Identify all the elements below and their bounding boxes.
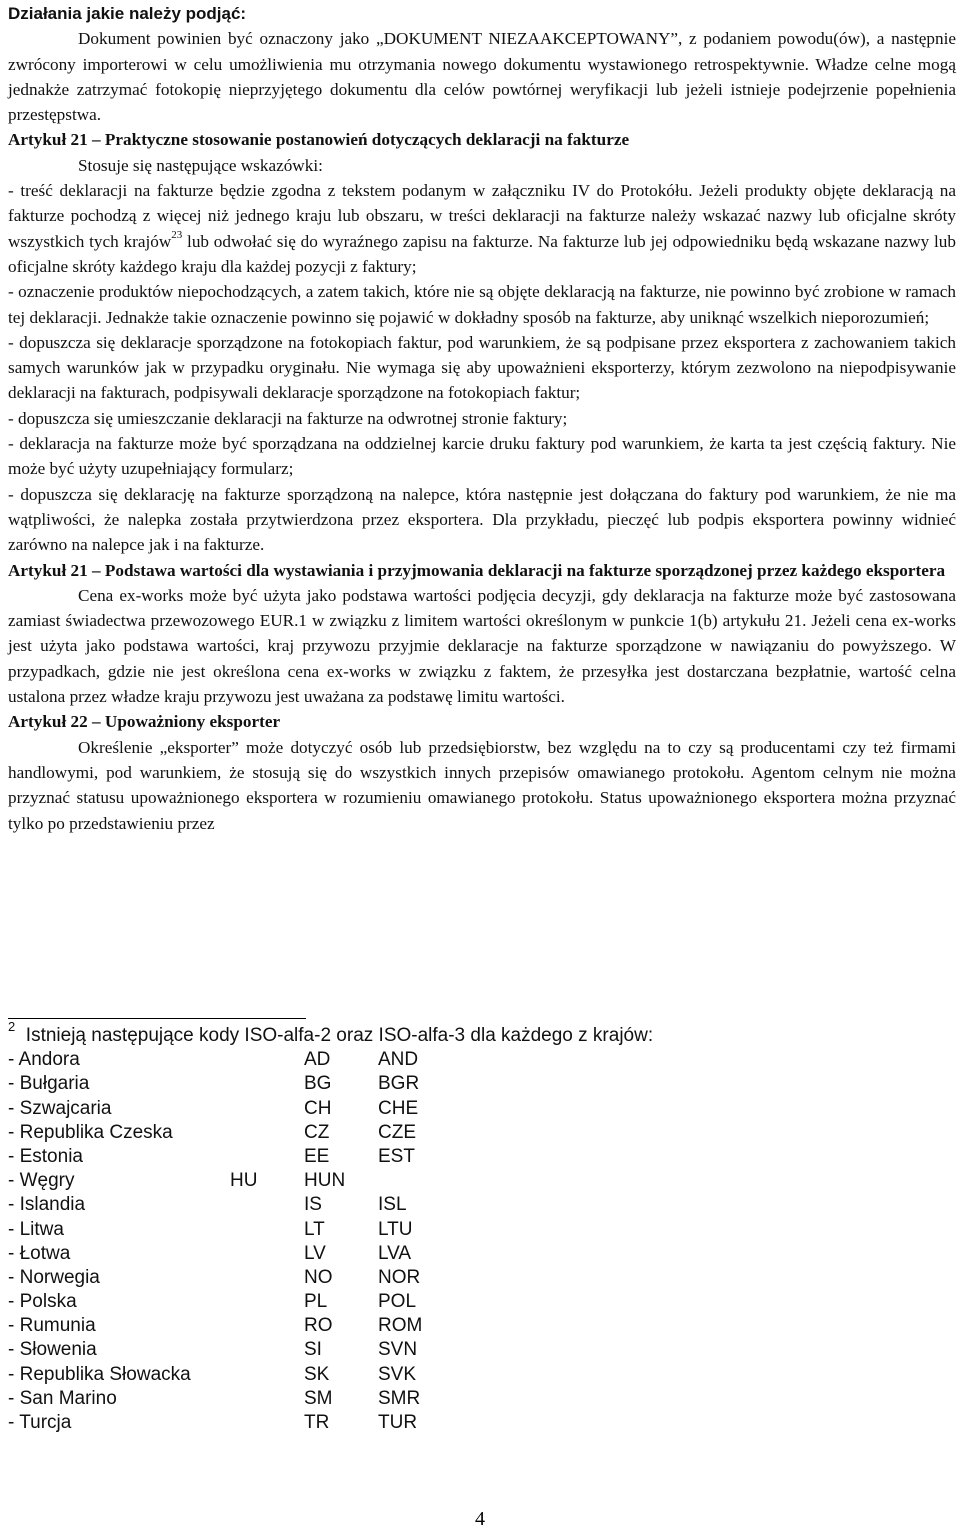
article-21-item-2: - oznaczenie produktów niepochodzących, a zatem takich, które nie są objęte deklaracją na fakturze, nie powinno być zrobione w ramach tej deklaracji. Jednakże takie oznaczenie powinno się pojawić w dokładny sposób na fakturze, aby uniknąć wszelkich nieporozumień; <box>8 282 956 327</box>
country-alpha3-code: NOR <box>378 1266 421 1288</box>
country-extra-code <box>230 1314 304 1338</box>
country-alpha2-code: LT <box>304 1218 325 1240</box>
section-heading: Działania jakie należy podjąć: <box>8 4 247 23</box>
country-alpha3-code: CZE <box>378 1121 416 1143</box>
intro-paragraph: Dokument powinien być oznaczony jako „DOKUMENT NIEZAAKCEPTOWANY”, z podaniem powodu(ów), a następnie zwrócony importerowi w celu umożliwienia mu otrzymania nowego dokumentu wystawionego retrospektywnie. Władze celne mogą jednakże zatrzymać fotokopię nieprzyjętego dokumentu dla celów powtórnej weryfikacji lub jeżeli istnieje podejrzenie popełnienia przestępstwa. <box>8 29 956 125</box>
country-row <box>8 1145 948 1169</box>
country-row <box>8 1097 948 1121</box>
country-name: - Republika Słowacka <box>8 1363 191 1385</box>
footnote-reference: 23 <box>171 228 183 241</box>
country-extra-code <box>230 1338 304 1362</box>
country-alpha2-code: PL <box>304 1291 328 1313</box>
country-alpha3-code: POL <box>378 1291 417 1313</box>
country-alpha2-code: LV <box>304 1242 326 1264</box>
country-row <box>8 1338 948 1362</box>
country-alpha2-code: TR <box>304 1412 330 1434</box>
country-alpha3-code <box>378 1169 478 1193</box>
country-alpha2-code: BG <box>304 1073 332 1095</box>
country-name: - Rumunia <box>8 1315 96 1337</box>
country-row <box>8 1218 948 1242</box>
country-alpha3-code: SMR <box>378 1387 421 1409</box>
country-alpha3-code: ISL <box>378 1194 407 1216</box>
footnote-heading-text: Istnieją następujące kody ISO-alfa-2 oraz ISO-alfa-3 dla każdego z krajów: <box>25 1025 654 1046</box>
country-extra-code <box>230 1145 304 1169</box>
country-alpha2-code: SI <box>304 1339 322 1361</box>
country-name: - Republika Czeska <box>8 1121 173 1143</box>
country-row <box>8 1193 948 1217</box>
country-alpha2-code: SM <box>304 1387 333 1409</box>
country-extra-code <box>230 1266 304 1290</box>
country-alpha2-code: RO <box>304 1315 333 1337</box>
country-alpha3-code: TUR <box>378 1412 418 1434</box>
item-1-text-b: lub odwołać się do wyraźnego zapisu na fakturze. Na fakturze lub jej odpowiedniku będą wskazane nazwy lub oficjalne skróty każdego kraju dla każdej pozycji z faktury; <box>8 231 956 276</box>
document-body <box>8 0 956 836</box>
country-alpha3-code: AND <box>378 1049 419 1071</box>
country-row <box>8 1072 948 1096</box>
country-alpha3-code: ROM <box>378 1315 423 1337</box>
footnote-marker: 2 <box>8 1018 16 1034</box>
country-row <box>8 1387 948 1411</box>
country-alpha3-code: EST <box>378 1145 415 1167</box>
country-alpha3-code: CHE <box>378 1097 419 1119</box>
country-alpha2-code: CH <box>304 1097 332 1119</box>
article-21-item-5: - deklaracja na fakturze może być sporządzana na oddzielnej karcie druku faktury pod warunkiem, że karta ta jest częścią faktury. Nie może być użyty uzupełniający formularz; <box>8 434 956 479</box>
country-row <box>8 1314 948 1338</box>
country-extra-code: HU <box>230 1170 258 1192</box>
country-alpha2-code: AD <box>304 1049 331 1071</box>
footnote-heading <box>8 1018 948 1048</box>
article-21-practical-title: Artykuł 21 – Praktyczne stosowanie postanowień dotyczących deklaracji na fakturze <box>8 130 630 150</box>
article-21-value-basis-body: Cena ex-works może być użyta jako podstawa wartości podjęcia decyzji, gdy deklaracja na fakturze może być zastosowana zamiast świadectwa przewozowego EUR.1 w związku z limitem wartości określonym w punkcie 1(b) artykułu 21. Jeżeli cena ex-works jest użyta jako podstawa wartości, kraj przywozu przyjmie deklaracje na fakturze sporządzone w nawiązaniu do powyższego. W przypadkach, gdzie nie jest określona cena ex-works w związku z faktem, że przesyłka jest dostarczana bezpłatnie, wartość celna ustalona przez władze kraju przywozu jest uważana za podstawę limitu wartości. <box>8 585 956 707</box>
country-alpha3-code: SVK <box>378 1363 417 1385</box>
page-number: 4 <box>475 1508 485 1530</box>
country-row <box>8 1048 948 1072</box>
country-code-list <box>8 1048 948 1435</box>
country-extra-code <box>230 1363 304 1387</box>
country-alpha3-code: BGR <box>378 1073 420 1095</box>
country-alpha3-code: LTU <box>378 1218 413 1240</box>
country-extra-code <box>230 1242 304 1266</box>
country-extra-code <box>230 1072 304 1096</box>
country-name: - Szwajcaria <box>8 1097 112 1119</box>
country-row <box>8 1121 948 1145</box>
country-name: - Węgry <box>8 1170 75 1192</box>
country-alpha2-code: NO <box>304 1266 333 1288</box>
country-row <box>8 1290 948 1314</box>
country-extra-code <box>230 1411 304 1435</box>
article-21-value-basis-title: Artykuł 21 – Podstawa wartości dla wystawiania i przyjmowania deklaracji na fakturze sporządzonej przez każdego eksportera <box>8 560 946 580</box>
country-extra-code <box>230 1097 304 1121</box>
article-21-lead: Stosuje się następujące wskazówki: <box>78 155 323 175</box>
country-row <box>8 1242 948 1266</box>
country-name: - Norwegia <box>8 1266 100 1288</box>
footnote <box>8 1018 948 1435</box>
country-alpha2-code: SK <box>304 1363 330 1385</box>
country-alpha3-code: LVA <box>378 1242 412 1264</box>
country-row <box>8 1363 948 1387</box>
country-name: - Bułgaria <box>8 1073 90 1095</box>
country-extra-code <box>230 1218 304 1242</box>
country-extra-code <box>230 1387 304 1411</box>
country-extra-code <box>230 1048 304 1072</box>
country-name: - Andora <box>8 1049 80 1071</box>
article-21-item-1 <box>8 178 956 279</box>
country-extra-code <box>230 1121 304 1145</box>
country-alpha2-code: CZ <box>304 1121 330 1143</box>
article-22-title: Artykuł 22 – Upoważniony eksporter <box>8 712 281 732</box>
footnote-separator <box>8 1018 306 1019</box>
country-name: - San Marino <box>8 1387 117 1409</box>
country-extra-code <box>230 1193 304 1217</box>
country-row <box>8 1411 948 1435</box>
country-name: - Litwa <box>8 1218 64 1240</box>
article-21-item-3: - dopuszcza się deklaracje sporządzone na fotokopiach faktur, pod warunkiem, że są podpisane przez eksportera z zachowaniem takich samych warunków jak w przypadku oryginału. Nie wymaga się aby upoważnieni eksporterzy, którym zezwolono na niepodpisywanie deklaracji na fakturach, podpisywali deklaracje sporządzone na fotokopiach faktur; <box>8 332 956 403</box>
country-name: - Islandia <box>8 1194 86 1216</box>
country-row <box>8 1266 948 1290</box>
country-name: - Słowenia <box>8 1339 97 1361</box>
country-name: - Łotwa <box>8 1242 71 1264</box>
country-extra-code <box>230 1290 304 1314</box>
country-name: - Polska <box>8 1291 77 1313</box>
country-name: - Estonia <box>8 1145 83 1167</box>
country-row <box>8 1169 948 1193</box>
country-alpha2-code: HUN <box>304 1170 346 1192</box>
country-name: - Turcja <box>8 1412 72 1434</box>
country-alpha3-code: SVN <box>378 1339 418 1361</box>
country-alpha2-code: IS <box>304 1194 322 1216</box>
article-22-body: Określenie „eksporter” może dotyczyć osób lub przedsiębiorstw, bez względu na to czy są producentami czy też firmami handlowymi, pod warunkiem, że stosują się do wszystkich innych przepisów omawianego protokołu. Agentom celnym nie można przyznać statusu upoważnionego eksportera w rozumieniu omawianego protokołu. Status upoważnionego eksportera można przyznać tylko po przedstawieniu przez <box>8 737 956 833</box>
item-1-text-a: - treść deklaracji na fakturze będzie zgodna z tekstem podanym w załączniku IV do Protokółu. Jeżeli produkty objęte deklaracją na fakturze pochodzą z więcej niż jednego kraju lub obszaru, w treści deklaracji na fakturze należy wskazać nazwy lub oficjalne skróty wszystkich tych krajów <box>8 181 956 251</box>
article-21-item-4: - dopuszcza się umieszczanie deklaracji na fakturze na odwrotnej stronie faktury; <box>8 408 568 428</box>
article-21-item-6: - dopuszcza się deklarację na fakturze sporządzoną na nalepce, która następnie jest dołączana do faktury pod warunkiem, że nie ma wątpliwości, że nalepka została przytwierdzona przez eksportera. Dla przykładu, pieczęć lub podpis eksportera powinny widnieć zarówno na nalepce jak i na fakturze. <box>8 484 956 555</box>
country-alpha2-code: EE <box>304 1145 330 1167</box>
